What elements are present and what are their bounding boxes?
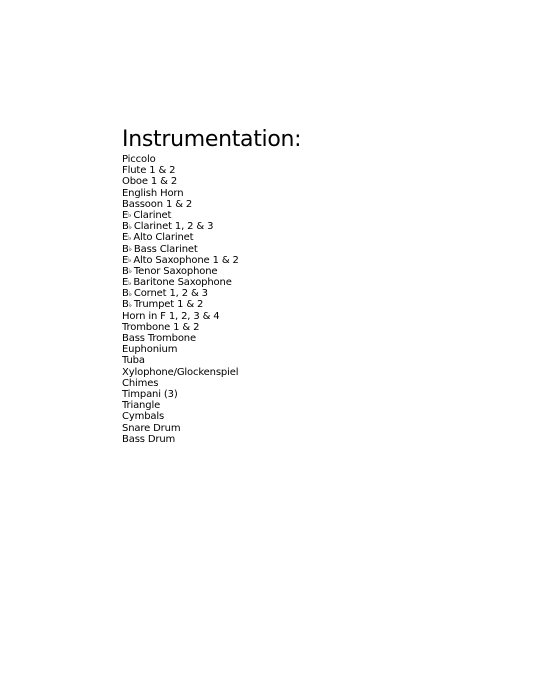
key-letter: E (122, 209, 129, 221)
list-item (122, 311, 239, 322)
key-letter: E (122, 232, 129, 244)
list-item (122, 333, 239, 344)
list-item (122, 266, 239, 277)
instrument-name: Trombone 1 & 2 (122, 321, 200, 333)
instrument-name: Bass Clarinet (133, 243, 198, 255)
flat-sign: ♭ (128, 289, 132, 298)
key-letter: B (122, 243, 129, 255)
list-item (122, 344, 239, 355)
list-item (122, 400, 239, 411)
instrument-name: Trumpet 1 & 2 (133, 299, 204, 311)
key-letter: B (122, 265, 129, 277)
list-item (122, 355, 239, 366)
instrument-name: Horn in F 1, 2, 3 & 4 (122, 310, 220, 322)
instrument-name: Triangle (122, 400, 161, 412)
flat-sign: ♭ (128, 222, 132, 231)
list-item (122, 165, 239, 176)
instrument-name: Chimes (122, 377, 159, 389)
instrument-name: Euphonium (122, 344, 178, 356)
list-item (122, 434, 239, 445)
instrument-name: Baritone Saxophone (133, 277, 232, 289)
instrument-name: Snare Drum (122, 422, 181, 434)
flat-sign: ♭ (128, 233, 132, 242)
instrument-name: Tenor Saxophone (133, 265, 218, 277)
list-item (122, 244, 239, 255)
instrument-list (122, 154, 239, 445)
flat-sign: ♭ (128, 267, 132, 276)
key-letter: E (122, 254, 129, 266)
key-letter: B (122, 288, 129, 300)
list-item (122, 188, 239, 199)
instrument-name: Cymbals (122, 411, 165, 423)
flat-sign: ♭ (128, 245, 132, 253)
instrument-name: Clarinet 1, 2 & 3 (133, 221, 214, 233)
instrument-name: Timpani (3) (122, 388, 178, 400)
instrument-name: Bass Drum (122, 433, 176, 445)
instrument-name: Bassoon 1 & 2 (122, 198, 193, 210)
list-item (122, 322, 239, 333)
list-item (122, 210, 239, 221)
list-item (122, 411, 239, 422)
list-item (122, 232, 239, 243)
flat-sign: ♭ (128, 300, 132, 309)
list-item (122, 154, 239, 165)
instrument-name: Clarinet (133, 209, 172, 221)
list-item (122, 277, 239, 288)
page-title: Instrumentation: (122, 127, 302, 152)
list-item (122, 299, 239, 310)
key-letter: B (122, 299, 129, 311)
instrument-name: Bass Trombone (122, 333, 196, 344)
instrument-name: Xylophone/Glockenspiel (122, 366, 239, 378)
list-item (122, 288, 239, 299)
flat-sign: ♭ (128, 278, 132, 287)
instrument-name: English Horn (122, 187, 184, 199)
list-item (122, 199, 239, 210)
key-letter: B (122, 221, 129, 233)
instrument-name: Piccolo (122, 154, 156, 165)
list-item (122, 389, 239, 400)
instrument-name: Flute 1 & 2 (122, 165, 176, 177)
list-item (122, 367, 239, 378)
list-item (122, 378, 239, 389)
list-item (122, 176, 239, 187)
flat-sign: ♭ (128, 211, 132, 220)
instrument-name: Alto Saxophone 1 & 2 (133, 254, 239, 266)
key-letter: E (122, 277, 129, 289)
list-item (122, 423, 239, 434)
list-item (122, 221, 239, 232)
instrument-name: Tuba (122, 355, 145, 367)
flat-sign: ♭ (128, 256, 132, 265)
list-item (122, 255, 239, 266)
instrument-name: Oboe 1 & 2 (122, 176, 178, 188)
instrument-name: Cornet 1, 2 & 3 (133, 288, 208, 300)
instrument-name: Alto Clarinet (133, 232, 194, 244)
